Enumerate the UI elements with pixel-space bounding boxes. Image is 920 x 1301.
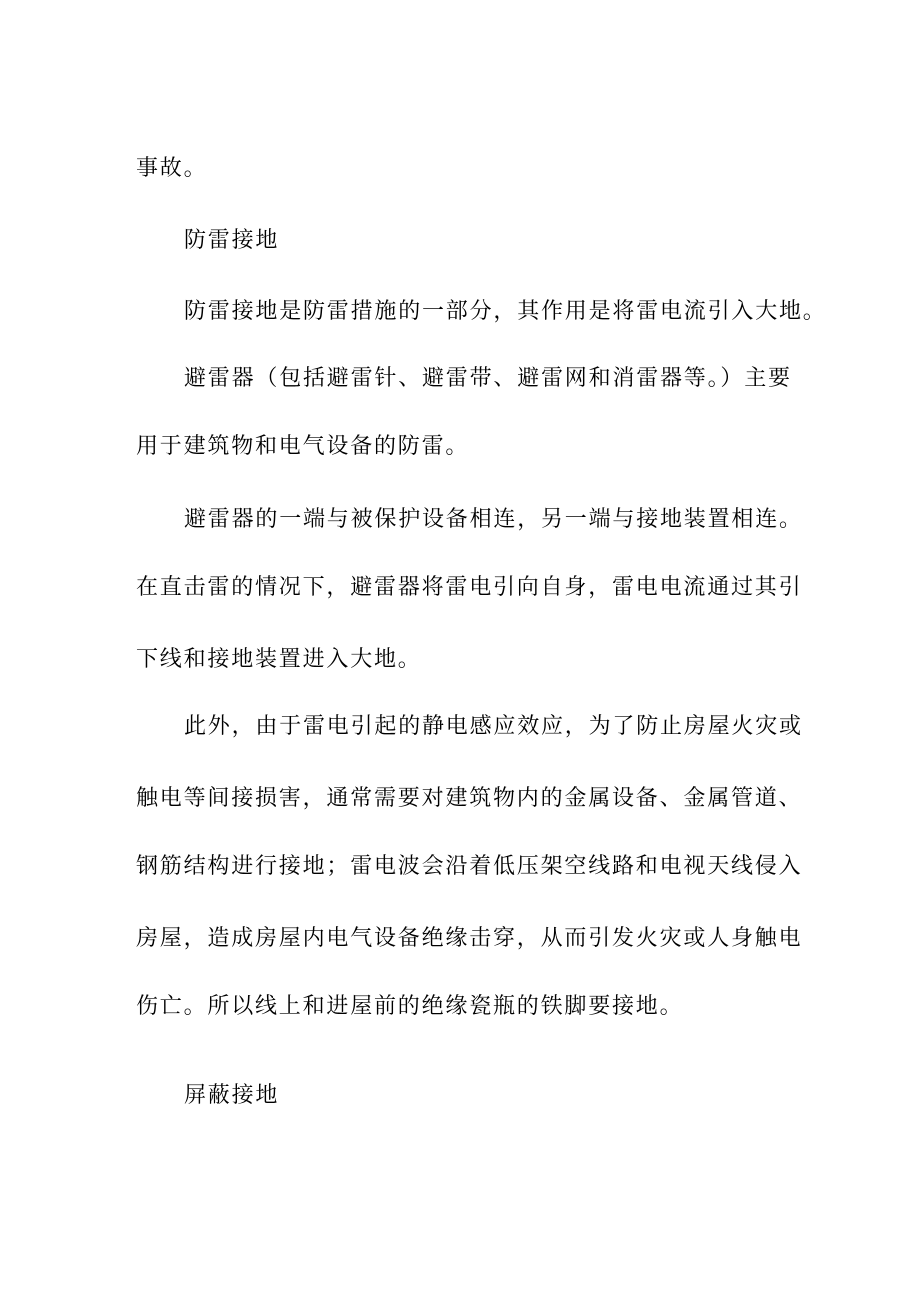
- paragraph-line: 下线和接地装置进入大地。: [136, 647, 422, 672]
- section-heading-lightning-grounding: 防雷接地: [184, 228, 280, 253]
- paragraph-line: 避雷器（包括避雷针、避雷带、避雷网和消雷器等。）主要: [184, 366, 792, 391]
- paragraph-line: 防雷接地是防雷措施的一部分，其作用是将雷电流引入大地。: [184, 299, 827, 324]
- paragraph-continuation: 事故。: [136, 156, 208, 181]
- paragraph-line: 钢筋结构进行接地；雷电波会沿着低压架空线路和电视天线侵入: [136, 854, 803, 879]
- paragraph-line: 用于建筑物和电气设备的防雷。: [136, 434, 470, 459]
- paragraph-line: 触电等间接损害，通常需要对建筑物内的金属设备、金属管道、: [136, 786, 803, 811]
- paragraph-line: 伤亡。所以线上和进屋前的绝缘瓷瓶的铁脚要接地。: [136, 994, 684, 1019]
- section-heading-shield-grounding: 屏蔽接地: [184, 1083, 280, 1108]
- paragraph-line: 房屋，造成房屋内电气设备绝缘击穿，从而引发火灾或人身触电: [136, 926, 803, 951]
- paragraph-line: 避雷器的一端与被保护设备相连，另一端与接地装置相连。: [184, 507, 803, 532]
- paragraph-line: 此外，由于雷电引起的静电感应效应，为了防止房屋火灾或: [184, 714, 803, 739]
- paragraph-line: 在直击雷的情况下，避雷器将雷电引向自身，雷电电流通过其引: [136, 575, 803, 600]
